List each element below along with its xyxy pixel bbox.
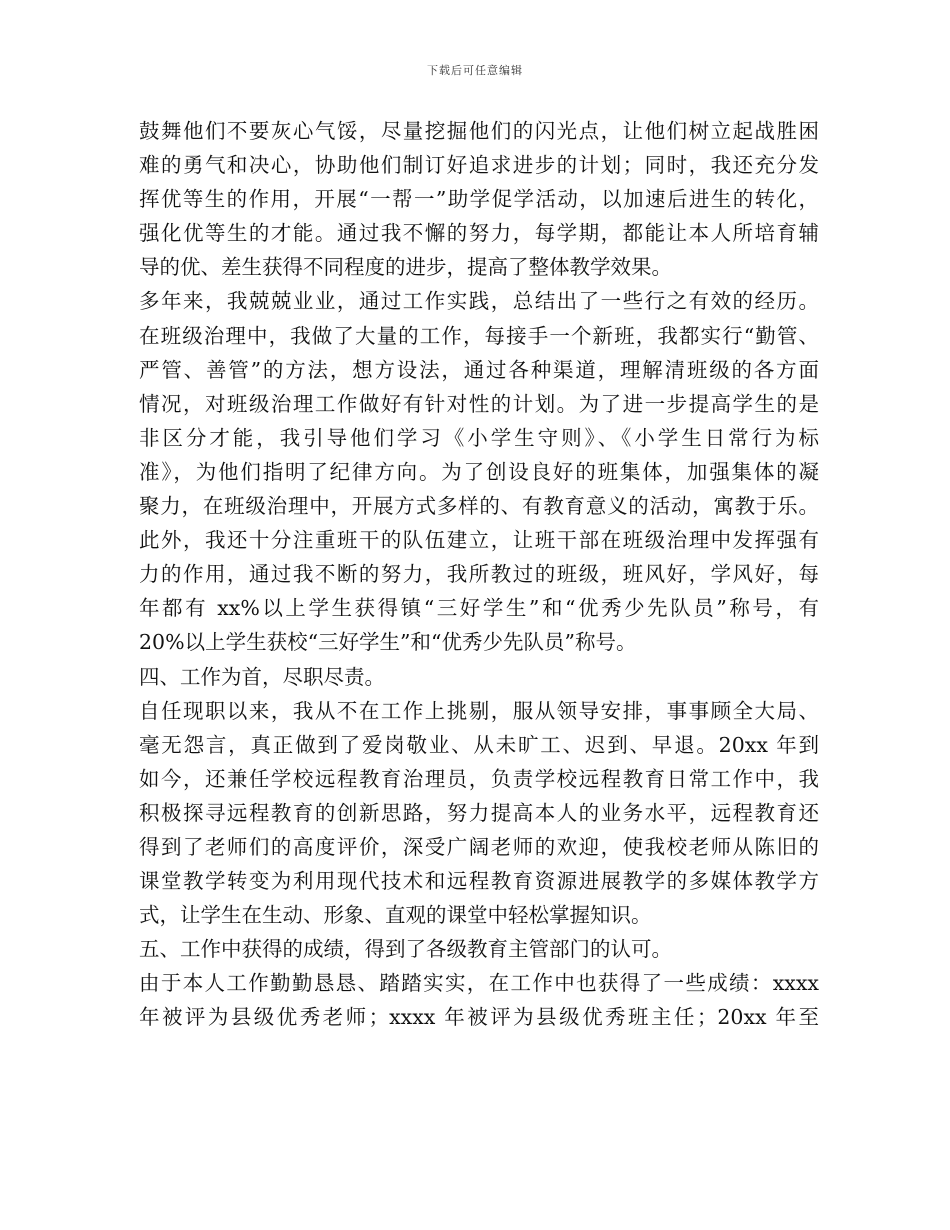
text-line: 20%以上学生获校“三好学生”和“优秀少先队员”称号。 (139, 630, 637, 655)
text-line: 积极探寻远程教育的创新思路，努力提高本人的业务水平，远程教育还 (139, 800, 819, 825)
text-line: 非区分才能，我引导他们学习《小学生守则》、《小学生日常行为标 (139, 425, 819, 450)
text-line: 此外，我还十分注重班干的队伍建立，让班干部在班级治理中发挥强有 (139, 528, 819, 553)
text-line: 情况，对班级治理工作做好有针对性的计划。为了进一步提高学生的是 (139, 391, 819, 416)
text-line: 在班级治理中，我做了大量的工作，每接手一个新班，我都实行“勤管、 (139, 323, 819, 348)
text-line: 聚力，在班级治理中，开展方式多样的、有教育意义的活动，寓教于乐。 (139, 494, 819, 519)
text-line: 课堂教学转变为利用现代技术和远程教育资源进展教学的多媒体教学方 (139, 869, 819, 894)
text-line: 如今，还兼任学校远程教育治理员，负责学校远程教育日常工作中，我 (139, 766, 819, 791)
document-body (139, 114, 819, 1035)
text-line: 严管、善管”的方法，想方设法，通过各种渠道，理解清班级的各方面 (139, 357, 819, 382)
text-line: 得到了老师们的高度评价，深受广阔老师的欢迎，使我校老师从陈旧的 (139, 834, 819, 859)
text-line: 强化优等生的才能。通过我不懈的努力，每学期，都能让本人所培育辅 (139, 221, 819, 246)
text-line: 由于本人工作勤勤恳恳、踏踏实实，在工作中也获得了一些成绩：xxxx (139, 971, 819, 996)
text-line: 年都有 xx%以上学生获得镇“三好学生”和“优秀少先队员”称号，有 (139, 596, 819, 621)
text-line: 力的作用，通过我不断的努力，我所教过的班级，班风好，学风好，每 (139, 562, 819, 587)
text-line: 多年来，我兢兢业业，通过工作实践，总结出了一些行之有效的经历。 (139, 289, 819, 314)
text-line: 挥优等生的作用，开展“一帮一”助学促学活动，以加速后进生的转化， (139, 187, 819, 212)
section-heading: 四、工作为首，尽职尽责。 (139, 664, 385, 689)
text-line: 年被评为县级优秀老师；xxxx 年被评为县级优秀班主任；20xx 年至 (139, 1005, 819, 1030)
text-line: 难的勇气和决心，协助他们制订好追求进步的计划；同时，我还充分发 (139, 153, 819, 178)
text-line: 鼓舞他们不要灰心气馁，尽量挖掘他们的闪光点，让他们树立起战胜困 (139, 119, 819, 143)
text-line: 导的优、差生获得不同程度的进步，提高了整体教学效果。 (139, 255, 672, 280)
text-line: 自任现职以来，我从不在工作上挑剔，服从领导安排，事事顾全大局、 (139, 698, 819, 723)
page-header: 下载后可任意编辑 (427, 64, 523, 77)
text-line: 准》，为他们指明了纪律方向。为了创设良好的班集体，加强集体的凝 (139, 459, 819, 484)
text-line: 式，让学生在生动、形象、直观的课堂中轻松掌握知识。 (139, 903, 652, 928)
section-heading: 五、工作中获得的成绩，得到了各级教育主管部门的认可。 (139, 937, 672, 962)
text-line: 毫无怨言，真正做到了爱岗敬业、从未旷工、迟到、早退。20xx 年到 (139, 732, 819, 757)
